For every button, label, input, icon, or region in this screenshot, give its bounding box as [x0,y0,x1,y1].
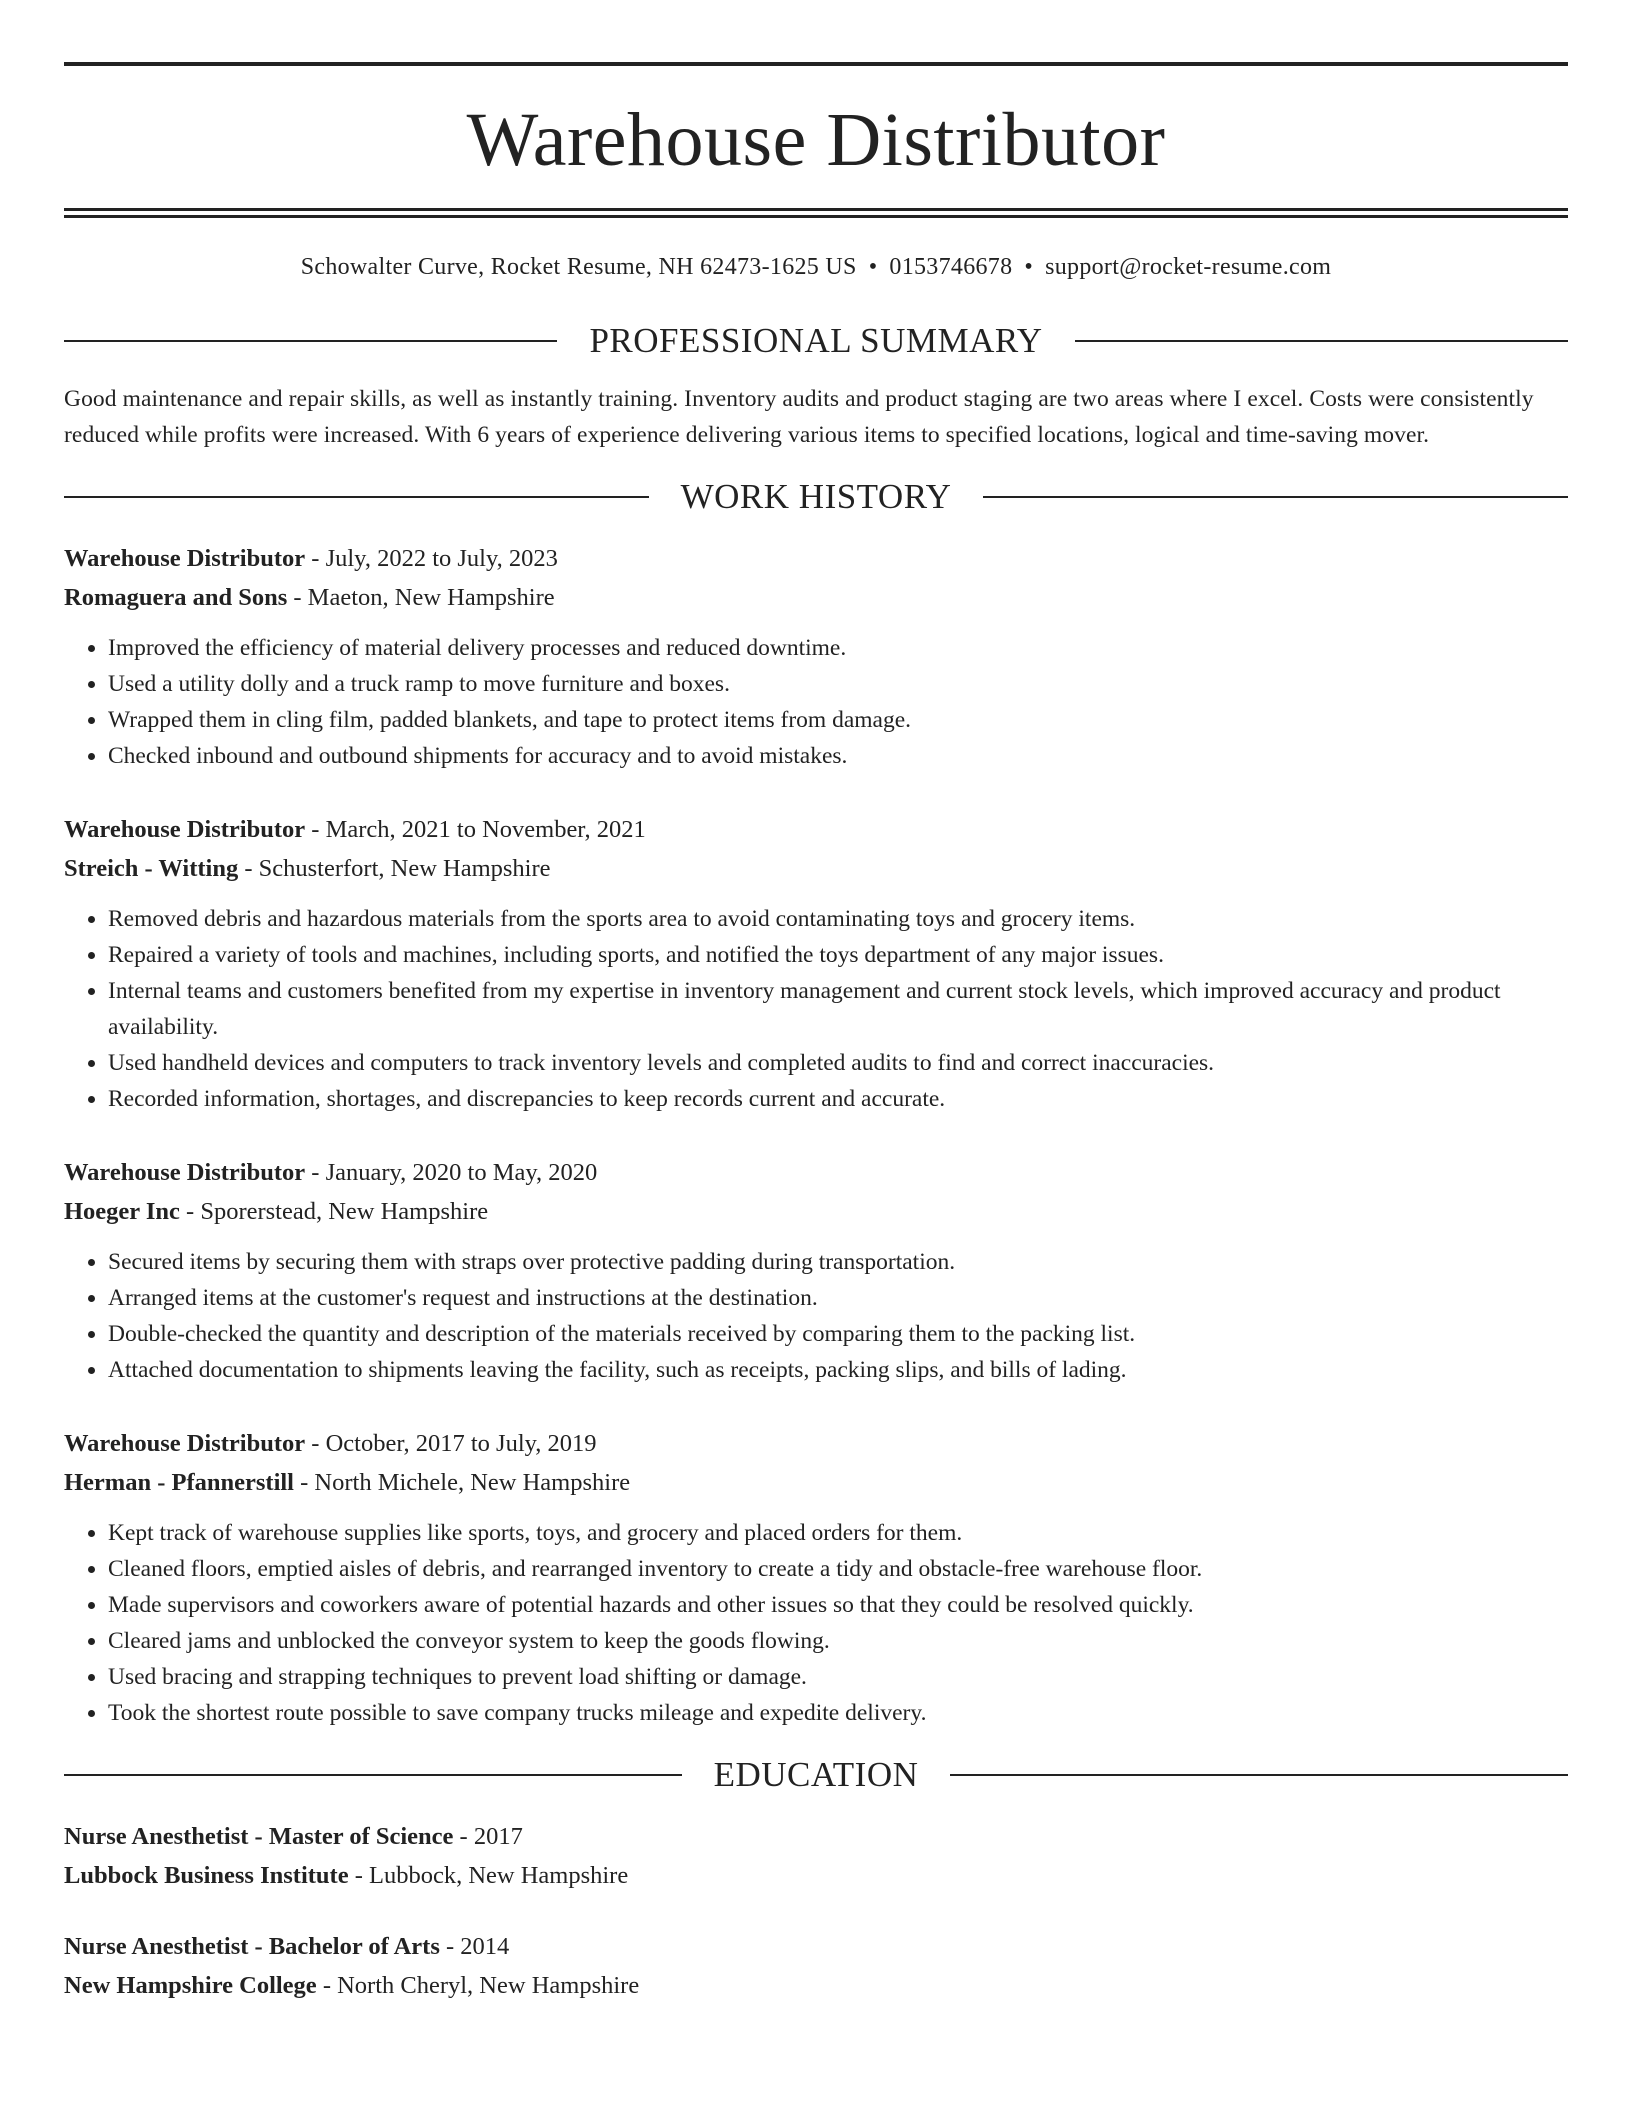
education-degree-line [64,1817,1568,1856]
list-item: • Double-checked the quantity and description of the materials received by comparing them to the packing list. [108,1316,1568,1352]
job-title-line [64,1424,1568,1463]
job-bullets [64,1515,1568,1731]
job-entry [64,1153,1568,1388]
job-company-line [64,1463,1568,1502]
section-heading-work [64,477,1568,517]
section-title: PROFESSIONAL SUMMARY [589,321,1043,360]
job-entry [64,1424,1568,1731]
section-rule-right [1075,340,1568,342]
job-role: Warehouse Distributor [64,1429,306,1457]
section-rule-right [950,1774,1568,1776]
header-double-rule [64,208,1568,218]
resume-name: Warehouse Distributor [466,98,1166,182]
job-dates: - July, 2022 to July, 2023 [305,544,558,572]
list-item: • Checked inbound and outbound shipments for accuracy and to avoid mistakes. [108,738,1568,774]
job-company: Streich - Witting [64,854,239,882]
education-degree: Nurse Anesthetist - Bachelor of Arts [64,1932,440,1960]
contact-separator: • [1024,254,1034,280]
education-school-line [64,1966,1568,2005]
list-item: • Made supervisors and coworkers aware of potential hazards and other issues so that they could be resolved quickly. [108,1587,1568,1623]
contact-separator: • [868,254,878,280]
education-location: - Lubbock, New Hampshire [348,1861,629,1889]
job-company: Romaguera and Sons [64,583,288,611]
job-company: Herman - Pfannerstill [64,1468,294,1496]
job-title-line [64,1153,1568,1192]
job-role: Warehouse Distributor [64,815,306,843]
contact-address: Schowalter Curve, Rocket Resume, NH 62473-1625 US [300,254,857,280]
job-role: Warehouse Distributor [64,544,306,572]
section-title: WORK HISTORY [680,476,952,516]
job-entry [64,810,1568,1117]
education-year: - 2014 [439,1932,510,1960]
contact-line [64,254,1568,281]
section-heading-summary [64,321,1568,361]
list-item: • Took the shortest route possible to save company trucks mileage and expedite delivery. [108,1695,1568,1731]
education-degree: Nurse Anesthetist - Master of Science [64,1822,454,1850]
job-entry [64,539,1568,774]
education-location: - North Cheryl, New Hampshire [316,1971,640,1999]
job-location: - North Michele, New Hampshire [294,1468,631,1496]
section-heading-education [64,1755,1568,1795]
list-item: • Improved the efficiency of material delivery processes and reduced downtime. [108,630,1568,666]
education-school: New Hampshire College [64,1971,317,1999]
list-item: • Arranged items at the customer's request and instructions at the destination. [108,1280,1568,1316]
job-location: - Schusterfort, New Hampshire [238,854,551,882]
section-rule-left [64,1774,682,1776]
education-school: Lubbock Business Institute [64,1861,349,1889]
list-item: • Used bracing and strapping techniques to prevent load shifting or damage. [108,1659,1568,1695]
education-degree-line [64,1927,1568,1966]
job-title-line [64,810,1568,849]
section-rule-right [983,496,1568,498]
list-item: • Removed debris and hazardous materials from the sports area to avoid contaminating toys and grocery items. [108,901,1568,937]
job-company-line [64,849,1568,888]
job-bullets [64,630,1568,774]
list-item: • Kept track of warehouse supplies like sports, toys, and grocery and placed orders for them. [108,1515,1568,1551]
list-item: • Attached documentation to shipments leaving the facility, such as receipts, packing slips, and bills of lading. [108,1352,1568,1388]
job-location: - Maeton, New Hampshire [287,583,555,611]
job-bullets [64,1244,1568,1388]
education-school-line [64,1856,1568,1895]
job-bullets [64,901,1568,1117]
job-company: Hoeger Inc [64,1197,180,1225]
section-rule-left [64,340,557,342]
list-item: • Repaired a variety of tools and machines, including sports, and notified the toys department of any major issues. [108,937,1568,973]
job-dates: - October, 2017 to July, 2019 [305,1429,597,1457]
header-top-rule [64,62,1568,66]
contact-email: support@rocket-resume.com [1045,254,1332,280]
list-item: • Secured items by securing them with straps over protective padding during transportation. [108,1244,1568,1280]
contact-phone: 0153746678 [889,254,1013,280]
job-role: Warehouse Distributor [64,1158,306,1186]
education-entry [64,1927,1568,2005]
list-item: • Used a utility dolly and a truck ramp to move furniture and boxes. [108,666,1568,702]
section-rule-left [64,496,649,498]
list-item: • Used handheld devices and computers to track inventory levels and completed audits to find and correct inaccuracies. [108,1045,1568,1081]
job-dates: - January, 2020 to May, 2020 [305,1158,598,1186]
job-dates: - March, 2021 to November, 2021 [305,815,646,843]
education-entry [64,1817,1568,1895]
list-item: • Recorded information, shortages, and discrepancies to keep records current and accurate. [108,1081,1568,1117]
job-company-line [64,1192,1568,1231]
list-item: • Wrapped them in cling film, padded blankets, and tape to protect items from damage. [108,702,1568,738]
section-title: EDUCATION [713,1754,919,1794]
job-location: - Sporerstead, New Hampshire [179,1197,489,1225]
list-item: • Internal teams and customers benefited from my expertise in inventory management and current stock levels, which improved accuracy and product availability. [108,973,1568,1045]
summary-text: Good maintenance and repair skills, as well as instantly training. Inventory audits and product staging are two areas where I excel. Costs were consistently reduced while profits were increased. With 6 years of experience delivering various items to specified locations, logical and time-saving mover. [64,386,1534,448]
list-item: • Cleared jams and unblocked the conveyor system to keep the goods flowing. [108,1623,1568,1659]
job-title-line [64,539,1568,578]
job-company-line [64,578,1568,617]
list-item: • Cleaned floors, emptied aisles of debris, and rearranged inventory to create a tidy and obstacle-free warehouse floor. [108,1551,1568,1587]
education-year: - 2017 [453,1822,523,1850]
